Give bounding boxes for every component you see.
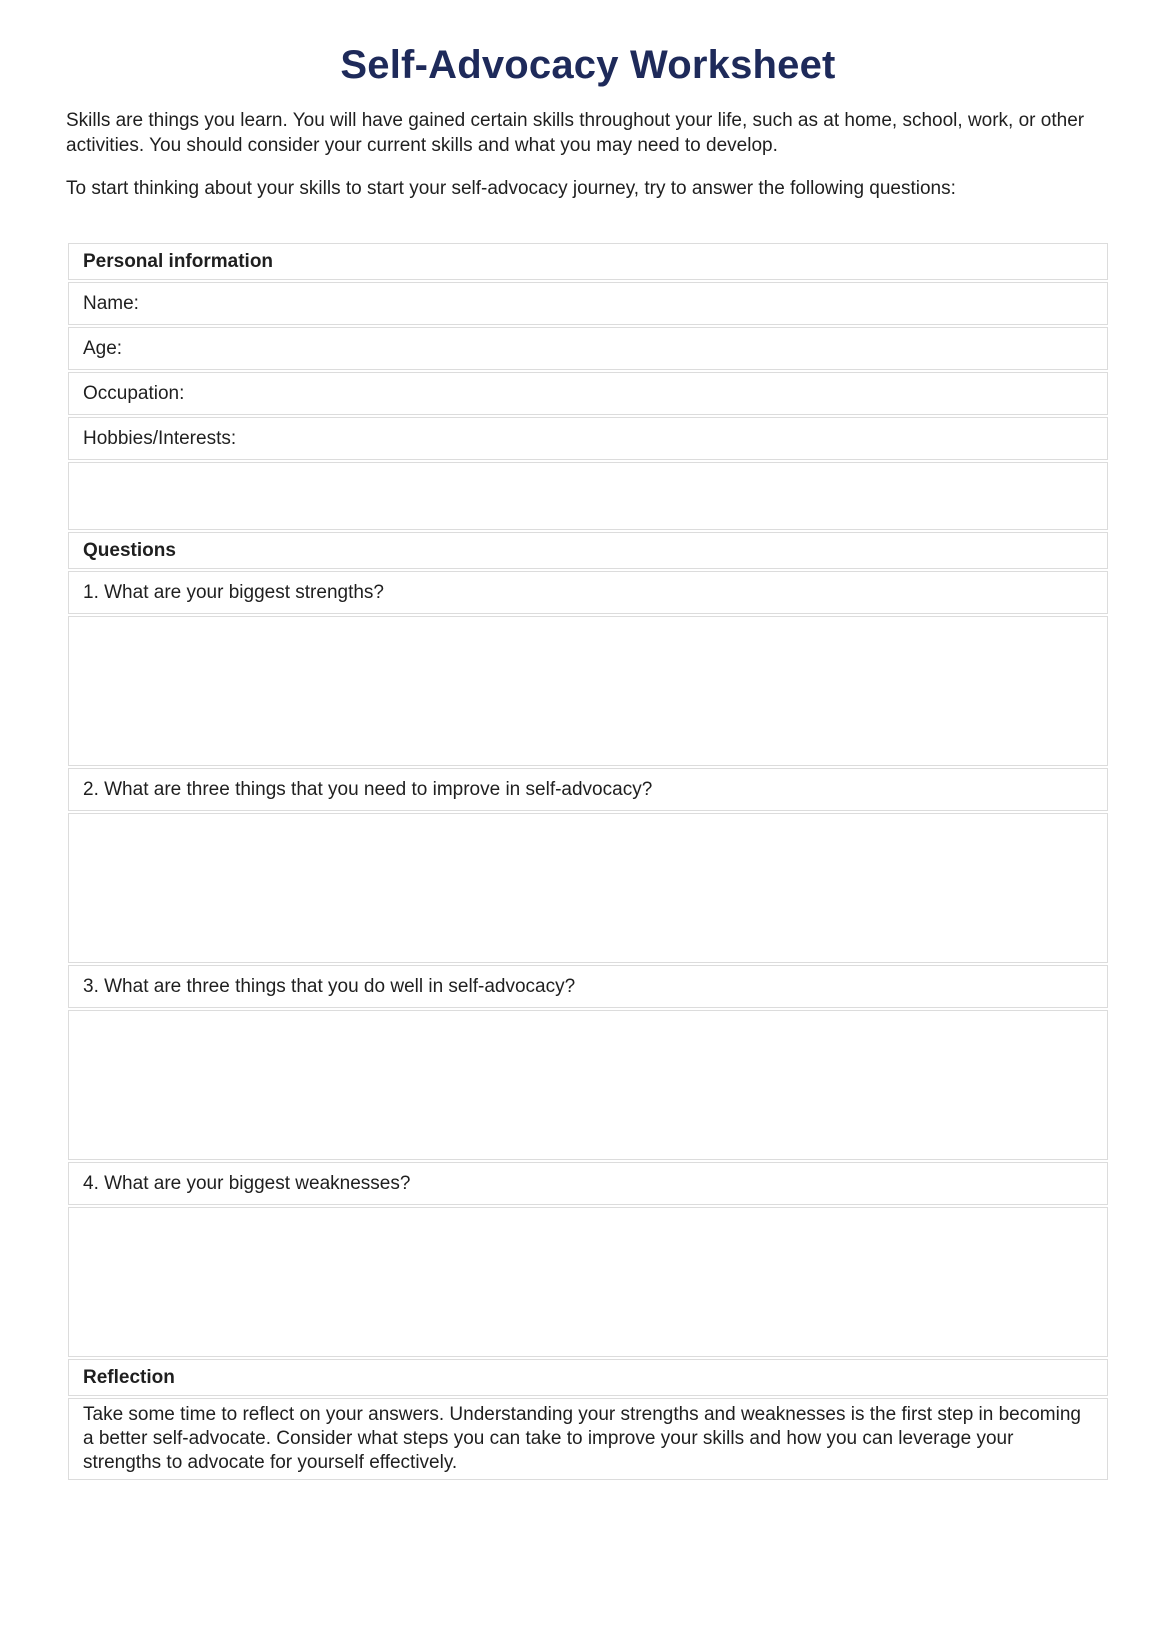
section-header-reflection: Reflection: [68, 1359, 1108, 1396]
worksheet-table: [66, 241, 1110, 1482]
table-row: [68, 372, 1108, 415]
table-row: [68, 417, 1108, 460]
table-row: [68, 532, 1108, 569]
question-3-answer-area[interactable]: [68, 1010, 1108, 1160]
table-row: [68, 1359, 1108, 1396]
intro-paragraph-1: Skills are things you learn. You will have gained certain skills throughout your life, such as at home, school, work, or other activities. You should consider your current skills and what you may need to develop.: [66, 110, 1085, 156]
question-1-answer-area[interactable]: [68, 616, 1108, 766]
occupation-field[interactable]: Occupation:: [68, 372, 1108, 415]
table-row: [68, 813, 1108, 963]
question-2-answer-area[interactable]: [68, 813, 1108, 963]
table-row: [68, 462, 1108, 530]
table-row: [68, 327, 1108, 370]
question-4-answer-area[interactable]: [68, 1207, 1108, 1357]
question-2-label: 2. What are three things that you need to improve in self-advocacy?: [68, 768, 1108, 811]
intro-paragraph-2: To start thinking about your skills to start your self-advocacy journey, try to answer the following questions:: [66, 178, 956, 199]
question-1-label: 1. What are your biggest strengths?: [68, 571, 1108, 614]
page-title: Self-Advocacy Worksheet: [340, 43, 836, 87]
table-row: [68, 1398, 1108, 1480]
table-row: [68, 571, 1108, 614]
table-row: [68, 965, 1108, 1008]
section-header-questions: Questions: [68, 532, 1108, 569]
table-row: [68, 768, 1108, 811]
table-row: [68, 1010, 1108, 1160]
reflection-text: Take some time to reflect on your answers. Understanding your strengths and weaknesses is the first step in becoming a better self-advocate. Consider what steps you can take to improve your skills and how you can leverage your strengths to advocate for yourself effectively.: [68, 1398, 1108, 1480]
table-row: [68, 616, 1108, 766]
table-row: [68, 1207, 1108, 1357]
table-row: [68, 282, 1108, 325]
question-4-label: 4. What are your biggest weaknesses?: [68, 1162, 1108, 1205]
hobbies-interests-field[interactable]: Hobbies/Interests:: [68, 417, 1108, 460]
table-row: [68, 1162, 1108, 1205]
question-3-label: 3. What are three things that you do well in self-advocacy?: [68, 965, 1108, 1008]
table-row: [68, 243, 1108, 280]
section-header-personal-information: Personal information: [68, 243, 1108, 280]
name-field[interactable]: Name:: [68, 282, 1108, 325]
age-field[interactable]: Age:: [68, 327, 1108, 370]
personal-info-answer-area[interactable]: [68, 462, 1108, 530]
